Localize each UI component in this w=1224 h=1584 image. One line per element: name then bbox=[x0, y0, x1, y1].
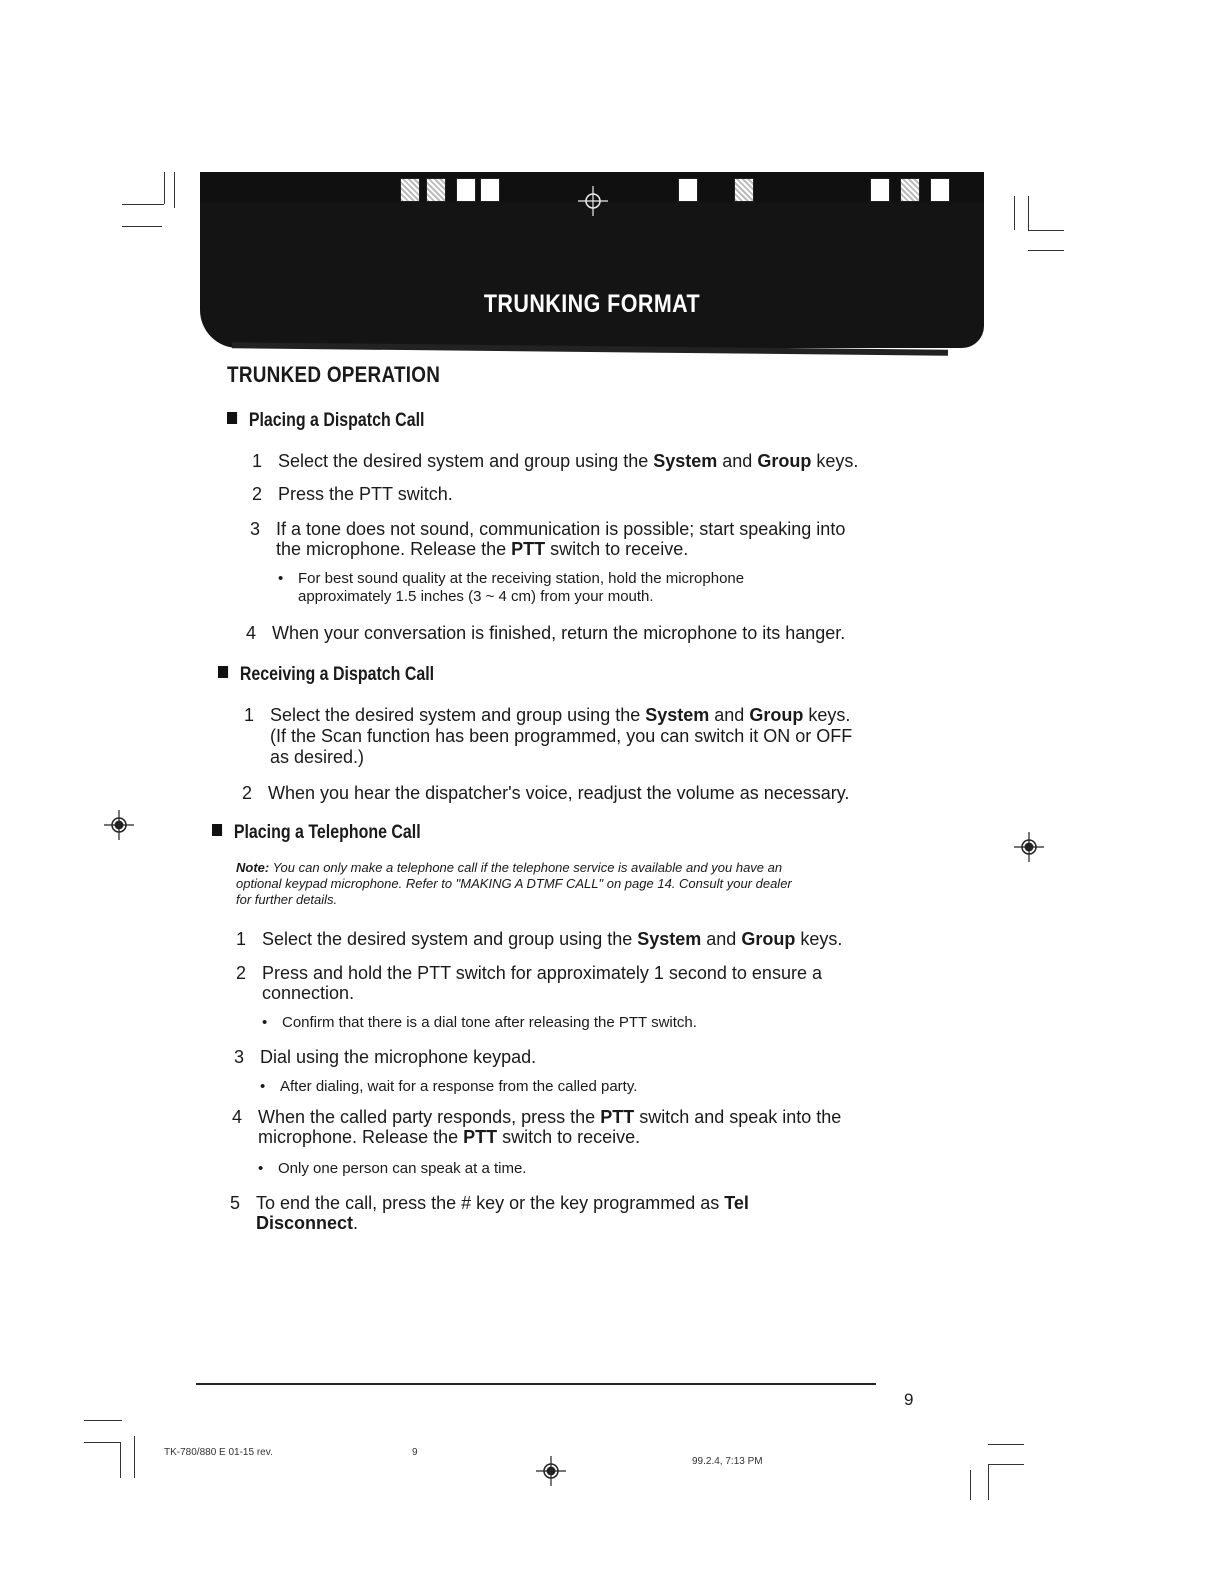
section-title: TRUNKED OPERATION bbox=[227, 362, 441, 387]
step-number: 3 bbox=[234, 1047, 245, 1067]
crop-mark bbox=[122, 226, 162, 227]
step-number: 2 bbox=[242, 783, 253, 803]
step-text-part: Press and hold the bbox=[262, 963, 418, 983]
key-name: PTT bbox=[359, 484, 393, 504]
bullet-dot-icon: • bbox=[260, 1078, 266, 1095]
step-text: connection. bbox=[262, 983, 355, 1003]
square-bullet-icon bbox=[212, 824, 222, 836]
step-text-part: When the called party responds, press the bbox=[258, 1107, 601, 1127]
crop-mark bbox=[1028, 196, 1029, 230]
crop-mark bbox=[174, 172, 175, 208]
step-text-part: . bbox=[353, 1213, 359, 1233]
step-number: 1 bbox=[236, 929, 247, 949]
step-text-part: keys. bbox=[803, 705, 851, 725]
step-text bbox=[276, 538, 688, 560]
subheading-placing-dispatch-call bbox=[227, 410, 424, 432]
step-number: 4 bbox=[246, 623, 257, 643]
registration-target-icon bbox=[536, 1456, 566, 1486]
crop-mark bbox=[988, 1464, 989, 1500]
color-swatch bbox=[480, 178, 500, 202]
bullet-dot-icon: • bbox=[262, 1014, 268, 1031]
bullet-text: For best sound quality at the receiving station, hold the microphone bbox=[298, 570, 745, 587]
key-name: System bbox=[645, 705, 710, 725]
crop-mark bbox=[134, 1436, 135, 1478]
subheading-receiving-dispatch-call bbox=[218, 664, 434, 686]
step-text-part: keys. bbox=[811, 451, 859, 471]
bullet-dot-icon: • bbox=[258, 1160, 264, 1177]
step-text-part: switch to receive. bbox=[545, 539, 689, 559]
step-text bbox=[256, 1192, 749, 1214]
step-text-part: microphone. Release the bbox=[258, 1127, 464, 1147]
note-text: You can only make a telephone call if the telephone service is available and you have an bbox=[269, 860, 783, 875]
color-swatch bbox=[734, 178, 754, 202]
step-number: 3 bbox=[250, 519, 261, 539]
crop-mark bbox=[1014, 196, 1015, 230]
page-number: 9 bbox=[904, 1390, 914, 1409]
subheading-text: Receiving a Dispatch Call bbox=[239, 664, 435, 685]
key-name: Group bbox=[741, 929, 796, 949]
key-name: PTT bbox=[511, 539, 546, 559]
crop-mark bbox=[1028, 230, 1064, 231]
step-number: 1 bbox=[252, 451, 263, 471]
registration-target-icon bbox=[104, 810, 134, 840]
banner-title: TRUNKING FORMAT bbox=[483, 290, 701, 318]
step-text-part: the microphone. Release the bbox=[276, 539, 512, 559]
key-name: PTT bbox=[600, 1107, 635, 1127]
bullet-text: Only one person can speak at a time. bbox=[278, 1160, 527, 1177]
step-text-part: Select the desired system and group using the bbox=[262, 929, 638, 949]
bullet-dot-icon: • bbox=[278, 570, 284, 587]
step-text: When your conversation is finished, return the microphone to its hanger. bbox=[272, 623, 846, 643]
bullet-text: Confirm that there is a dial tone after releasing the PTT switch. bbox=[282, 1014, 697, 1031]
key-name: Tel bbox=[724, 1193, 749, 1213]
key-name: System bbox=[637, 929, 702, 949]
subheading-text: Placing a Telephone Call bbox=[233, 822, 421, 843]
footer-rule bbox=[196, 1383, 876, 1385]
crop-mark bbox=[988, 1444, 1024, 1445]
color-swatch bbox=[426, 178, 446, 202]
step-text bbox=[258, 1126, 640, 1148]
note-line: optional keypad microphone. Refer to "MAKING A DTMF CALL" on page 14. Consult your dealer bbox=[236, 876, 792, 891]
step-text bbox=[262, 962, 822, 984]
step-text bbox=[256, 1212, 358, 1234]
step-text bbox=[258, 1106, 841, 1128]
note-block bbox=[236, 860, 916, 908]
crop-mark bbox=[122, 204, 164, 205]
crop-mark bbox=[120, 1442, 121, 1478]
step-number: 4 bbox=[232, 1107, 243, 1127]
step-number: 5 bbox=[230, 1193, 241, 1213]
step-text-part: switch to receive. bbox=[497, 1127, 641, 1147]
step-text-part: Select the desired system and group using the bbox=[270, 705, 646, 725]
key-name: PTT bbox=[417, 963, 451, 983]
print-timestamp: 99.2.4, 7:13 PM bbox=[692, 1456, 763, 1467]
step-text-part: keys. bbox=[795, 929, 843, 949]
step-text: Dial using the microphone keypad. bbox=[260, 1047, 537, 1067]
color-swatch bbox=[900, 178, 920, 202]
step-text bbox=[278, 450, 858, 472]
crop-mark bbox=[988, 1464, 1024, 1465]
step-text: (If the Scan function has been programmed, you can switch it ON or OFF bbox=[270, 726, 853, 746]
note-line: for further details. bbox=[236, 892, 338, 907]
step-text: as desired.) bbox=[270, 747, 365, 767]
crop-mark bbox=[164, 172, 165, 204]
square-bullet-icon bbox=[227, 412, 237, 424]
step-text-part: and bbox=[717, 451, 758, 471]
color-swatch bbox=[678, 178, 698, 202]
registration-target-icon bbox=[578, 186, 608, 216]
key-name: System bbox=[653, 451, 718, 471]
step-text-part: and bbox=[709, 705, 750, 725]
step-number: 2 bbox=[252, 484, 263, 504]
crop-mark bbox=[84, 1420, 122, 1421]
bullet-text: approximately 1.5 inches (3 ~ 4 cm) from your mouth. bbox=[298, 588, 654, 605]
note-label: Note: bbox=[236, 860, 270, 875]
step-text: If a tone does not sound, communication is possible; start speaking into bbox=[276, 519, 846, 539]
color-swatch bbox=[400, 178, 420, 202]
key-name: Group bbox=[757, 451, 812, 471]
step-text-part: switch and speak into the bbox=[634, 1107, 842, 1127]
note-line bbox=[236, 860, 916, 876]
doc-id: TK-780/880 E 01-15 rev. bbox=[164, 1447, 273, 1458]
square-bullet-icon bbox=[218, 666, 228, 678]
step-text-part: and bbox=[701, 929, 742, 949]
step-text-part: switch. bbox=[392, 484, 453, 504]
crop-mark bbox=[1028, 250, 1064, 251]
crop-mark bbox=[84, 1442, 120, 1443]
step-text-part: switch for approximately 1 second to ensure a bbox=[450, 963, 822, 983]
subheading-placing-telephone-call bbox=[212, 822, 421, 844]
subheading-text: Placing a Dispatch Call bbox=[248, 410, 425, 431]
step-text-part: To end the call, press the # key or the key programmed as bbox=[256, 1193, 725, 1213]
step-number: 1 bbox=[244, 705, 255, 725]
step-number: 2 bbox=[236, 963, 247, 983]
step-text-part: Select the desired system and group using the bbox=[278, 451, 654, 471]
color-swatch bbox=[930, 178, 950, 202]
color-swatch bbox=[456, 178, 476, 202]
crop-mark bbox=[970, 1470, 971, 1500]
registration-target-icon bbox=[1014, 832, 1044, 862]
key-name: Disconnect bbox=[256, 1213, 354, 1233]
color-swatch bbox=[870, 178, 890, 202]
bullet-text: After dialing, wait for a response from the called party. bbox=[280, 1078, 638, 1095]
key-name: PTT bbox=[463, 1127, 498, 1147]
step-text bbox=[278, 483, 453, 505]
key-name: Group bbox=[749, 705, 804, 725]
step-text bbox=[262, 928, 842, 950]
sheet-number: 9 bbox=[412, 1447, 418, 1458]
step-text-part: Press the bbox=[278, 484, 360, 504]
step-text: When you hear the dispatcher's voice, readjust the volume as necessary. bbox=[268, 783, 850, 803]
step-text bbox=[270, 704, 850, 726]
